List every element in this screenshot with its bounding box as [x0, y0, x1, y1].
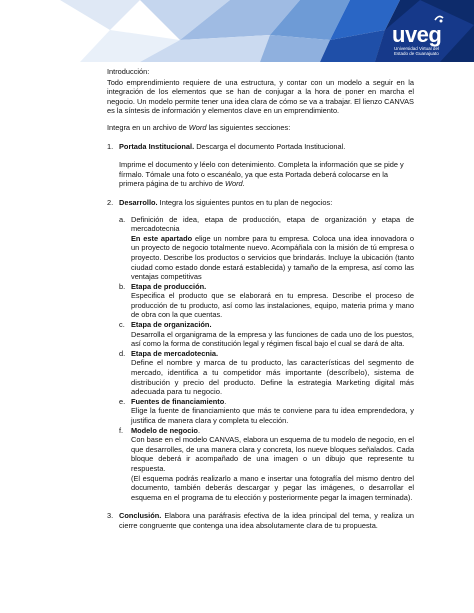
section-extra-text: Imprime el documento y léelo con detenimiento. Completa la información que se pide y fírmalo. Tómale una foto o escanéalo, ya que esta Portada deberá colocarse en la primera página de tu archivo de [119, 160, 404, 189]
section-extra-end: . [242, 179, 245, 189]
subsection-title: Etapa de mercadotecnia. [131, 348, 219, 358]
subsection-rest: elige un nombre para tu empresa. Coloca una idea innovadora o un proyecto de negocio totalmente nuevo. Acompáñala con la misión de tú empresa o proyecto. Describe los productos o servicios que brindarás. Incluye la ubicación (tanto ciudad como estado donde estará establecida) y tamaño de la empresa, así como las ventajas competitivas [131, 233, 414, 282]
subsection-mark: c. [119, 320, 125, 330]
subsection-d [119, 349, 414, 397]
subsection-title: Etapa de producción. [131, 281, 207, 291]
integra-after: las siguientes secciones: [206, 122, 291, 132]
subsection-f [119, 426, 414, 503]
subsection-c [119, 320, 414, 349]
integra-word: Word [188, 122, 207, 132]
section-title: Desarrollo. [119, 197, 158, 207]
section-extra [119, 160, 414, 189]
section-text: Integra los siguientes puntos en tu plan de negocios: [157, 197, 333, 207]
subsection-a [119, 215, 414, 282]
subsection-title-line [131, 426, 414, 436]
subsection-mark: d. [119, 348, 126, 358]
section-number: 3. [107, 511, 114, 521]
logo-subtext: Universidad Virtual del Estado de Guanajuato [394, 46, 439, 56]
section-number: 2. [107, 197, 114, 207]
section-text: Descarga el documento Portada Institucional. [194, 141, 346, 151]
integra-line [107, 123, 414, 133]
subsection-text: Define el nombre y marca de tu producto, las características del segmento de mercado, identifica a tu competidor más importante (descríbelo), sistema de distribución y precio del producto. Define la estrategia Marketing digital más adecuada para tu negocio. [131, 358, 414, 397]
section-title: Conclusión. [119, 511, 162, 521]
section-title: Portada Institucional. [119, 141, 195, 151]
section-extra-word: Word [225, 179, 243, 189]
subsection-mark: b. [119, 281, 126, 291]
subsection-text: Desarrolla el organigrama de la empresa y las funciones de cada uno de los puestos, así como la forma de constitución legal y régimen fiscal bajo el cual se dará de alta. [131, 329, 414, 349]
section-conclusion [107, 511, 414, 530]
subsection-text: Elige la fuente de financiamiento que más te conviene para tu idea emprendedora, y justifica de manera clara y completa tu elección. [131, 406, 414, 425]
subsection-title: Modelo de negocio [131, 425, 198, 435]
subsection-e [119, 397, 414, 426]
logo-text: uveg [392, 22, 442, 47]
subsection-text: Con base en el modelo CANVAS, elabora un esquema de tu modelo de negocio, en el que desarrolles, de una manera clara y concreta, los nueve bloques señalados. Cada bloque deberá ir acompañado de una imagen o un dibujo que represente tu respuesta. [131, 435, 414, 473]
subsection-mark: e. [119, 396, 126, 406]
subsection-bold: En este apartado [131, 233, 193, 243]
subsection-text [131, 234, 414, 282]
subsection-title: Fuentes de financiamiento [131, 396, 225, 406]
section-text: Elabora una paráfrasis efectiva de la idea principal del tema, y realiza un cierre congruente que contenga una idea absolutamente clara de tu propuesta. [119, 511, 414, 530]
subsection-heading: Definición de idea, etapa de producción, etapa de organización y etapa de mercadotecnia [131, 214, 414, 234]
subsection-note: (El esquema podrás realizarlo a mano e insertar una fotografía del mismo dentro del documento, también deberás descargar y pegar las imágenes, o desarrollar el esquema en el programa de tu elección y posteriormente pegar la imagen terminada). [131, 473, 414, 502]
section-desarrollo [107, 198, 414, 502]
subsection-mark: a. [119, 214, 126, 224]
intro-label: Introducción: [107, 67, 150, 76]
uveg-logo [392, 10, 462, 54]
subsection-title-line [131, 397, 414, 407]
document-body [107, 67, 414, 531]
subsection-title: Etapa de organización. [131, 320, 212, 330]
section-number: 1. [107, 141, 114, 151]
integra-before: Integra en un archivo de [107, 122, 189, 132]
section-portada [107, 142, 414, 189]
subsection-b [119, 282, 414, 320]
subsection-mark: f. [119, 425, 124, 435]
subsection-text: Especifica el producto que se elaborará en tu empresa. Describe el proceso de producción de tu producto, así como las instalaciones, equipo, materia prima y mano de obra con la que cuentas. [131, 291, 414, 320]
subsection-title-end: . [224, 396, 227, 406]
header-banner [0, 0, 474, 62]
subsection-list [119, 215, 414, 503]
intro-text: Todo emprendimiento requiere de una estructura, y contar con un modelo a seguir en la integración de los elementos que se han de conjugar a la hora de poner en marcha el negocio. Un modelo permite tener una idea clara de cómo se va a trabajar. El lienzo CANVAS es la síntesis de información y elementos clave en un emprendimiento. [107, 77, 414, 116]
subsection-title-end: . [197, 425, 200, 435]
